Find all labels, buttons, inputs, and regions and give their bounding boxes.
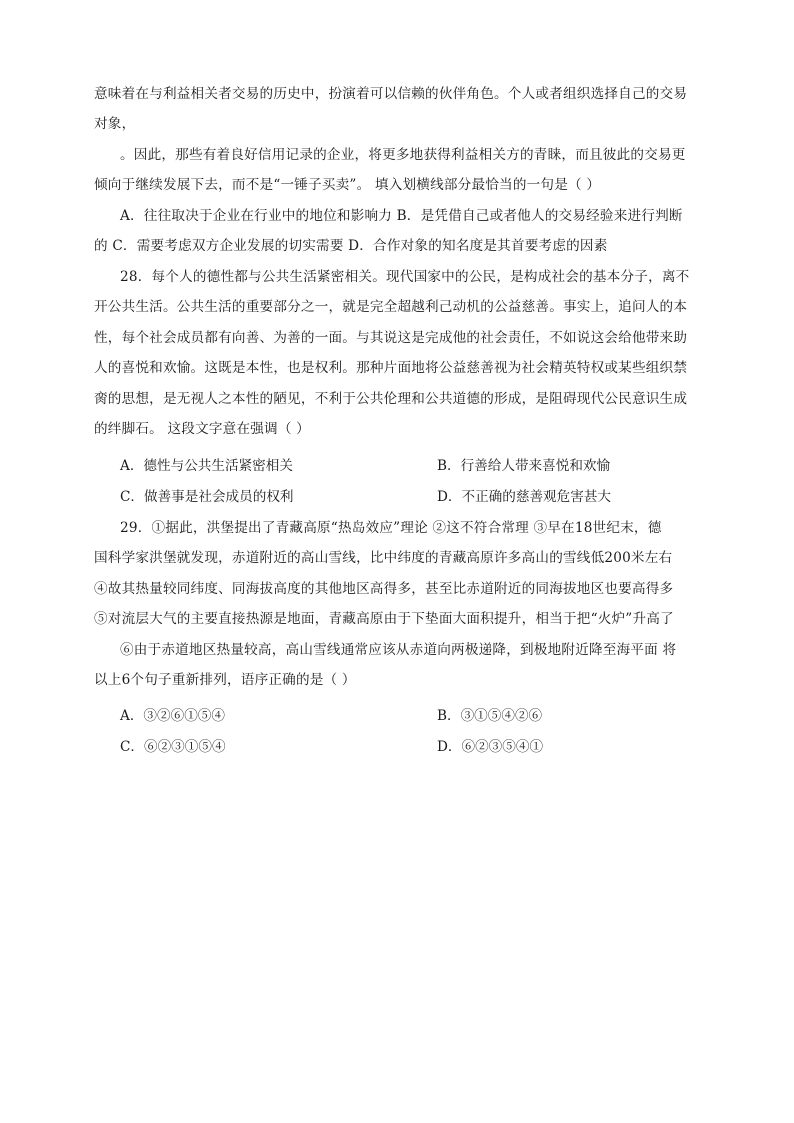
q28-line6: 的绊脚石。 这段文字意在强调（ ）: [94, 421, 310, 437]
q29-line4: ⑤对流层大气的主要直接热源是地面，青藏高原由于下垫面大面积提升，相当于把“火炉”升高了: [94, 611, 674, 627]
q29-line6: 以上6个句子重新排列，语序正确的是（ ）: [94, 672, 356, 688]
passage27-line3: 。因此，那些有着良好信用记录的企业，将更多地获得利益相关方的青睐，而且彼此的交易更: [120, 147, 686, 163]
passage27-options-line2: 的 C．需要考虑双方企业发展的切实需要 D．合作对象的知名度是其首要考虑的因素: [94, 238, 608, 254]
passage27-line1: 意味着在与利益相关者交易的历史中，扮演着可以信赖的伙伴角色。个人或者组织选择自己的交易: [94, 86, 688, 102]
q29-option-c: C．⑥②③①⑤④: [120, 739, 226, 755]
q28-line3: 性，每个社会成员都有向善、为善的一面。与其说这是完成他的社会责任，不如说这会给他带来助: [94, 330, 688, 346]
q29-option-a: A．③②⑥①⑤④: [120, 708, 225, 724]
q29-line1: 29．①据此，洪堡提出了青藏高原“热岛效应”理论 ②这不符合常理 ③早在18世纪末，德: [120, 520, 662, 536]
q29-line5: ⑥由于赤道地区热量较高，高山雪线通常应该从赤道向两极递降，到极地附近降至海平面 将: [120, 642, 677, 658]
q28-option-d: D．不正确的慈善观危害甚大: [437, 489, 612, 505]
q29-line2: 国科学家洪堡就发现，赤道附近的高山雪线，比中纬度的青藏高原许多高山的雪线低200米左右: [94, 550, 673, 566]
q28-option-c: C．做善事是社会成员的权利: [120, 489, 294, 505]
passage27-line2: 对象，: [94, 116, 136, 132]
q28-line1: 28．每个人的德性都与公共生活紧密相关。现代国家中的公民，是构成社会的基本分子，离不: [120, 269, 690, 285]
q29-option-b: B．③①⑤④②⑥: [437, 708, 543, 724]
q29-option-d: D．⑥②③⑤④①: [437, 739, 544, 755]
q28-line2: 开公共生活。公共生活的重要部分之一，就是完全超越利己动机的公益慈善。事实上，追问人的本: [94, 299, 688, 315]
q29-line3: ④故其热量较同纬度、同海拔高度的其他地区高得多，甚至比赤道附近的同海拔地区也要高得多: [94, 581, 674, 597]
q28-line4: 人的喜悦和欢愉。这既是本性，也是权利。那种片面地将公益慈善视为社会精英特权或某些组织禁: [94, 360, 688, 376]
passage27-line4: 倾向于继续发展下去，而不是“一锤子买卖”。 填入划横线部分最恰当的一句是（ ）: [94, 177, 601, 193]
q28-option-b: B．行善给人带来喜悦和欢愉: [437, 458, 611, 474]
passage27-options-line1: A．往往取决于企业在行业中的地位和影响力 B．是凭借自己或者他人的交易经验来进行判断: [120, 208, 683, 224]
q28-option-a: A．德性与公共生活紧密相关: [120, 458, 293, 474]
q28-line5: 脔的思想，是无视人之本性的陋见，不利于公共伦理和公共道德的形成，是阻碍现代公民意识生成: [94, 391, 688, 407]
